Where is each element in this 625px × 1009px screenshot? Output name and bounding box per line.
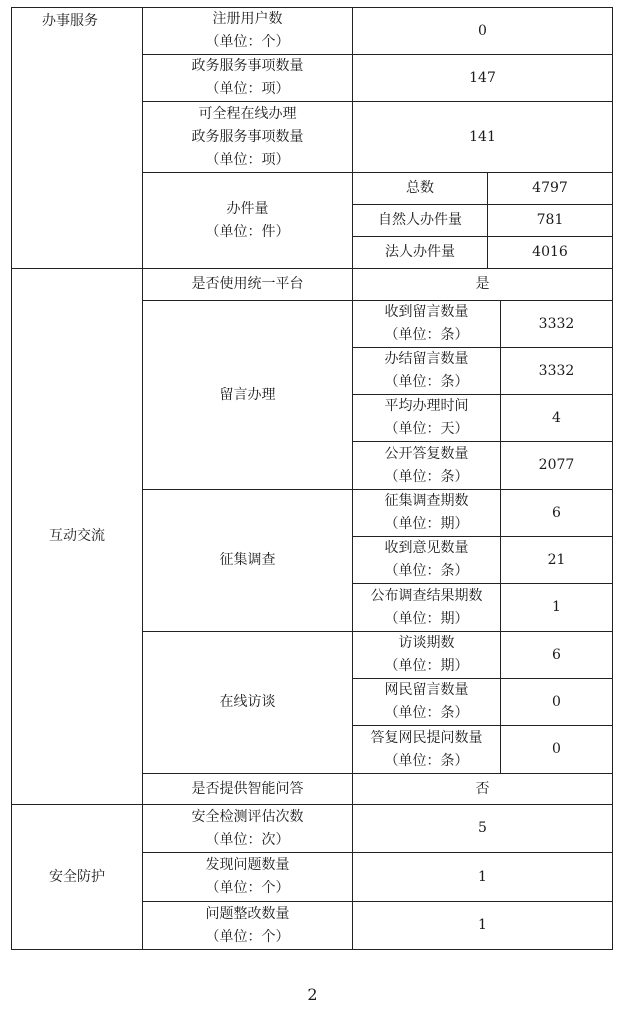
row-label: 安全检测评估次数 （单位：次） — [142, 804, 353, 853]
sub-label: 收到留言数量 （单位：条） — [352, 300, 501, 348]
sub-value: 0 — [500, 678, 613, 726]
row-value: 147 — [352, 54, 613, 102]
sub-label: 自然人办件量 — [352, 204, 488, 237]
sub-label: 答复网民提问数量 （单位：条） — [352, 725, 501, 774]
sub-value: 6 — [500, 631, 613, 679]
sub-label: 网民留言数量 （单位：条） — [352, 678, 501, 726]
sub-value: 3332 — [500, 300, 613, 348]
row-label: 办件量 （单位：件） — [142, 172, 353, 269]
row-label: 注册用户数 （单位：个） — [142, 7, 353, 55]
row-label: 政务服务事项数量 （单位：项） — [142, 54, 353, 102]
sub-label: 法人办件量 — [352, 236, 488, 269]
row-label: 可全程在线办理 政务服务事项数量 （单位：项） — [142, 101, 353, 173]
row-label: 在线访谈 — [142, 631, 353, 774]
section-label-interaction: 互动交流 — [11, 268, 143, 805]
sub-value: 4016 — [487, 236, 613, 269]
row-value: 141 — [352, 101, 613, 173]
section-label-service: 办事服务 — [11, 7, 143, 269]
row-label: 是否提供智能问答 — [142, 773, 353, 805]
row-value: 0 — [352, 7, 613, 55]
row-value: 1 — [352, 901, 613, 950]
sub-label: 总数 — [352, 172, 488, 205]
section-label-security: 安全防护 — [11, 804, 143, 950]
sub-value: 1 — [500, 583, 613, 632]
row-value: 否 — [352, 773, 613, 805]
sub-value: 4797 — [487, 172, 613, 205]
sub-label: 征集调查期数 （单位：期） — [352, 489, 501, 537]
sub-value: 2077 — [500, 441, 613, 490]
row-label: 留言办理 — [142, 300, 353, 490]
sub-label: 公开答复数量 （单位：条） — [352, 441, 501, 490]
row-label: 问题整改数量 （单位：个） — [142, 901, 353, 950]
sub-value: 0 — [500, 725, 613, 774]
sub-value: 6 — [500, 489, 613, 537]
page-number: 2 — [307, 985, 318, 1004]
row-label: 发现问题数量 （单位：个） — [142, 852, 353, 902]
row-value: 1 — [352, 852, 613, 902]
sub-label: 平均办理时间 （单位：天） — [352, 394, 501, 442]
sub-value: 21 — [500, 536, 613, 584]
row-label: 征集调查 — [142, 489, 353, 632]
sub-value: 781 — [487, 204, 613, 237]
sub-label: 办结留言数量 （单位：条） — [352, 347, 501, 395]
sub-label: 访谈期数 （单位：期） — [352, 631, 501, 679]
sub-label: 公布调查结果期数 （单位：期） — [352, 583, 501, 632]
sub-value: 4 — [500, 394, 613, 442]
statistics-table — [11, 7, 613, 950]
sub-value: 3332 — [500, 347, 613, 395]
sub-label: 收到意见数量 （单位：条） — [352, 536, 501, 584]
row-value: 是 — [352, 268, 613, 301]
row-value: 5 — [352, 804, 613, 853]
row-label: 是否使用统一平台 — [142, 268, 353, 301]
